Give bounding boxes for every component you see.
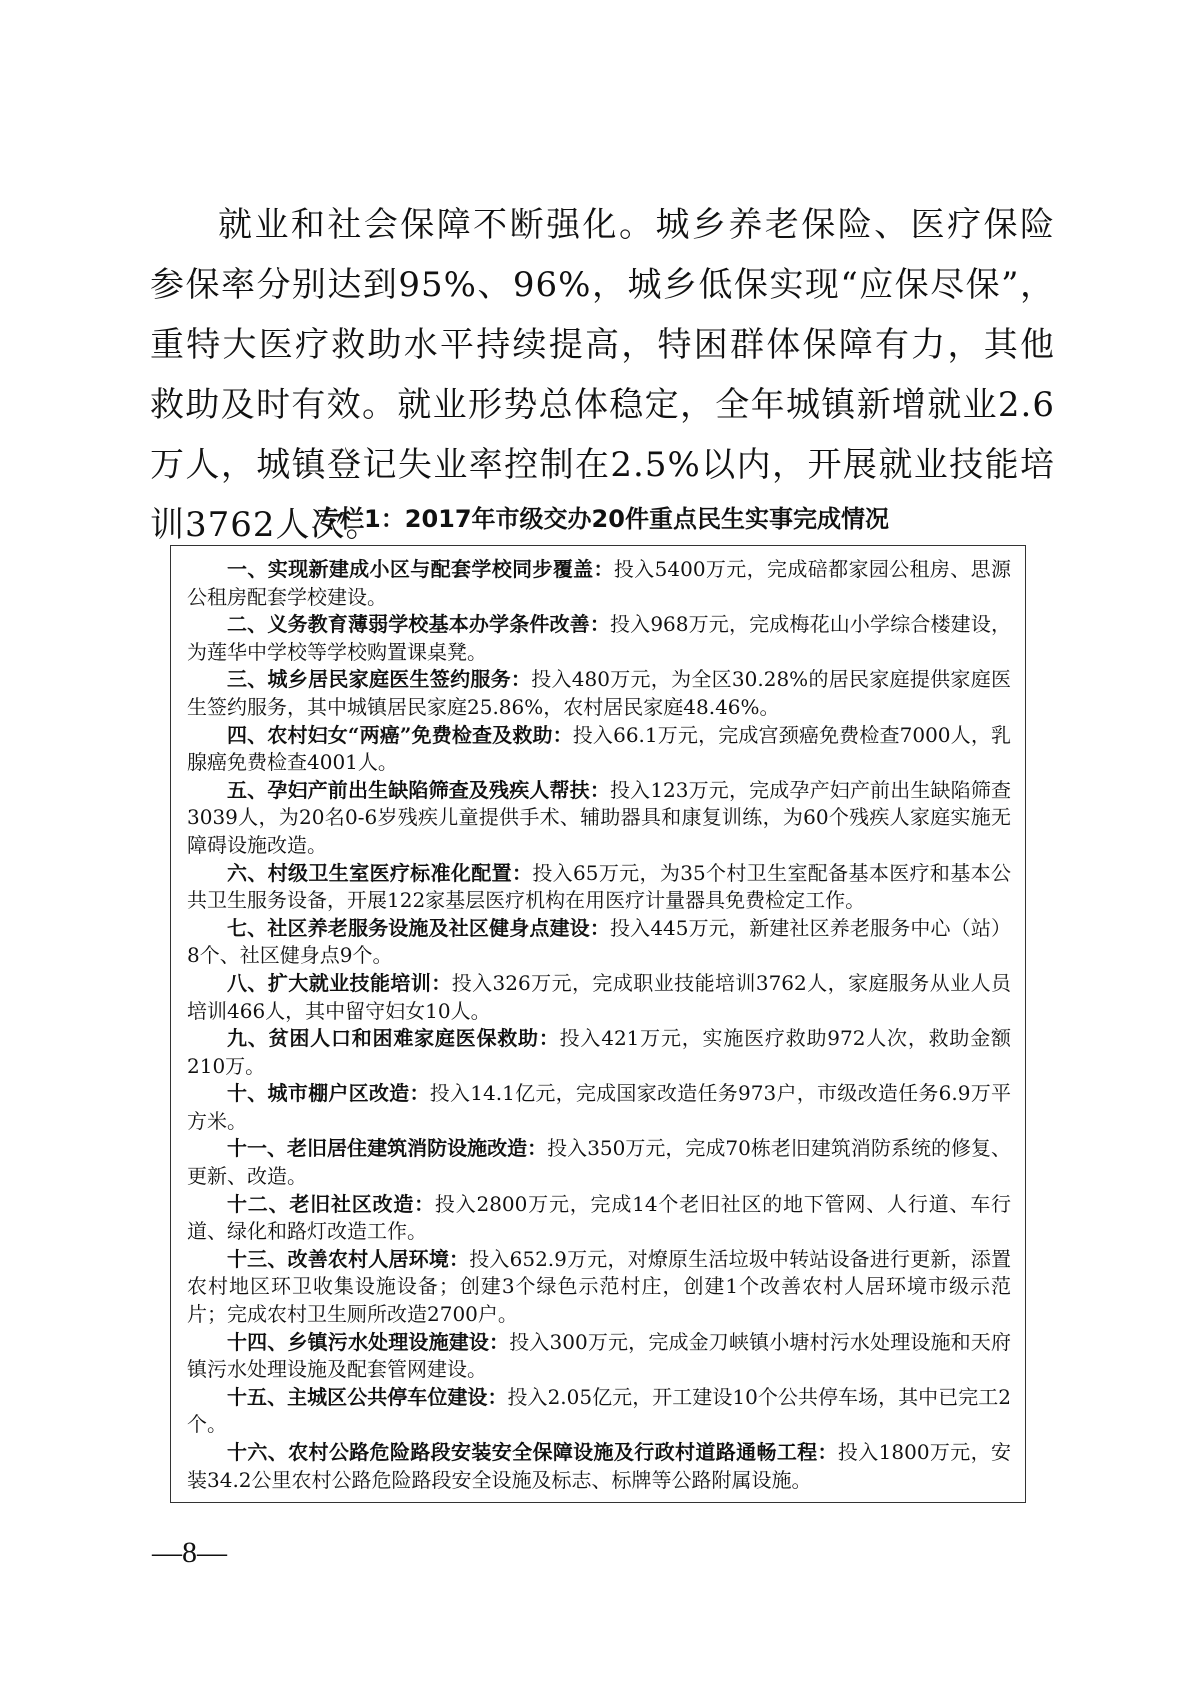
list-item	[187, 1191, 1011, 1246]
list-item	[187, 666, 1011, 721]
body-paragraph: 就业和社会保障不断强化。城乡养老保险、医疗保险参保率分别达到95%、96%，城乡低保实现“应保尽保”，重特大医疗救助水平持续提高，特困群体保障有力，其他救助及时有效。就业形势总体稳定，全年城镇新增就业2.6万人，城镇登记失业率控制在2.5%以内，开展就业技能培训3762人次。	[150, 205, 1055, 545]
item-body: 投入2800万元，完成14个老旧社区的地下管网、人行道、车行道、绿化和路灯改造工作。	[187, 1191, 1011, 1244]
item-body: 投入480万元，为全区30.28%的居民家庭提供家庭医生签约服务，其中城镇居民家庭25.86%，农村居民家庭48.46%。	[187, 667, 1011, 719]
item-body: 投入14.1亿元，完成国家改造任务973户，市级改造任务6.9万平方米。	[187, 1081, 1012, 1133]
list-item	[187, 1135, 1011, 1190]
list-item	[187, 556, 1011, 611]
item-body: 投入350万元，完成70栋老旧建筑消防系统的修复、更新、改造。	[187, 1136, 1012, 1189]
item-heading: 二、义务教育薄弱学校基本办学条件改善：	[227, 612, 610, 637]
item-heading: 十四、乡镇污水处理设施建设：	[227, 1329, 510, 1354]
item-heading: 三、城乡居民家庭医生签约服务：	[227, 667, 532, 692]
item-heading: 十三、改善农村人居环境：	[227, 1246, 470, 1271]
list-item	[187, 860, 1011, 915]
item-body: 投入326万元，完成职业技能培训3762人，家庭服务从业人员培训466人，其中留守妇女10人。	[187, 970, 1012, 1023]
item-heading: 七、社区养老服务设施及社区健身点建设：	[227, 915, 610, 940]
item-heading: 十、城市棚户区改造：	[227, 1081, 430, 1106]
list-item	[187, 722, 1011, 777]
item-body: 投入300万元，完成金刀峡镇小塘村污水处理设施和天府镇污水处理设施及配套管网建设。	[187, 1329, 1011, 1382]
item-heading: 四、农村妇女“两癌”免费检查及救助：	[227, 722, 573, 747]
list-item	[187, 777, 1011, 860]
item-body: 投入652.9万元，对燎原生活垃圾中转站设备进行更新，添置农村地区环卫收集设施设备；创建3个绿色示范村庄，创建1个改善农村人居环境市级示范片；完成农村卫生厕所改造2700户。	[187, 1246, 1011, 1327]
list-item	[187, 1329, 1011, 1384]
item-body: 投入5400万元，完成碚都家园公租房、思源公租房配套学校建设。	[187, 557, 1012, 609]
item-body: 投入968万元，完成梅花山小学综合楼建设，为莲华中学校等学校购置课桌凳。	[187, 612, 1012, 664]
item-heading: 十二、老旧社区改造：	[227, 1191, 435, 1216]
item-heading: 九、贫困人口和困难家庭医保救助：	[227, 1026, 560, 1051]
item-body: 投入445万元，新建社区养老服务中心（站）8个、社区健身点9个。	[187, 915, 1012, 968]
item-body: 投入2.05亿元，开工建设10个公共停车场，其中已完工2个。	[187, 1384, 1012, 1437]
list-item	[187, 1384, 1011, 1439]
list-item	[187, 611, 1011, 666]
list-item	[187, 915, 1011, 970]
item-heading: 十五、主城区公共停车位建设：	[227, 1384, 508, 1409]
item-heading: 十一、老旧居住建筑消防设施改造：	[227, 1136, 548, 1161]
item-heading: 六、村级卫生室医疗标准化配置：	[227, 860, 533, 885]
list-item	[187, 1080, 1011, 1135]
item-heading: 一、实现新建成小区与配套学校同步覆盖：	[227, 557, 614, 581]
column-box	[170, 545, 1026, 1503]
item-body: 投入65万元，为35个村卫生室配备基本医疗和基本公共卫生服务设备，开展122家基层医疗机构在用医疗计量器具免费检定工作。	[187, 860, 1011, 913]
item-body: 投入123万元，完成孕产妇产前出生缺陷筛查3039人，为20名0-6岁残疾儿童提供手术、辅助器具和康复训练，为60个残疾人家庭实施无障碍设施改造。	[187, 777, 1012, 857]
item-body: 投入66.1万元，完成宫颈癌免费检查7000人，乳腺癌免费检查4001人。	[187, 722, 1011, 775]
item-body: 投入421万元，实施医疗救助972人次，救助金额210万。	[187, 1026, 1011, 1078]
list-item	[187, 1246, 1011, 1329]
item-heading: 八、扩大就业技能培训：	[227, 970, 452, 995]
item-heading: 十六、农村公路危险路段安装安全保障设施及行政村道路通畅工程：	[227, 1440, 838, 1464]
item-heading: 五、孕妇产前出生缺陷筛查及残疾人帮扶：	[227, 777, 610, 802]
column-box-title: 专栏1：2017年市级交办20件重点民生实事完成情况	[316, 505, 889, 533]
list-item	[187, 970, 1011, 1025]
list-item	[187, 1025, 1011, 1080]
page-number: —8—	[152, 1536, 227, 1569]
item-body: 投入1800万元，安装34.2公里农村公路危险路段安全设施及标志、标牌等公路附属设施。	[187, 1440, 1012, 1492]
list-item	[187, 1439, 1011, 1494]
